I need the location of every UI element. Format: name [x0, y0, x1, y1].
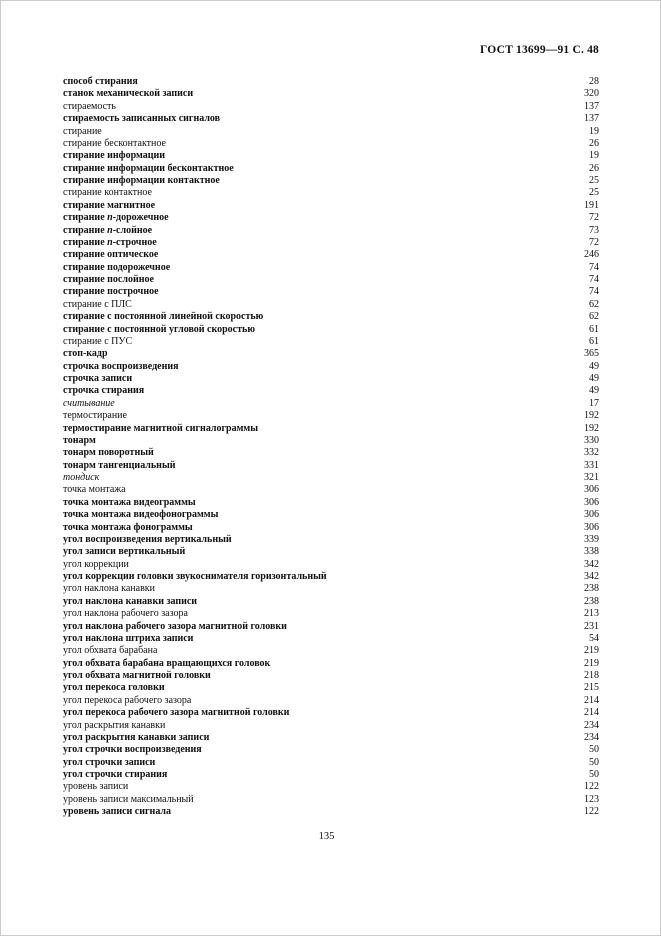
- index-row: [63, 225, 599, 237]
- index-row: [63, 398, 599, 410]
- index-row: [63, 497, 599, 509]
- index-row: [63, 286, 599, 298]
- index-page-number: 330: [584, 434, 599, 446]
- index-page-number: 25: [589, 187, 599, 199]
- index-row: [63, 88, 599, 100]
- standard-reference: ГОСТ 13699—91 С. 48: [480, 44, 599, 56]
- index-term: [63, 484, 126, 496]
- term-segment: угол перекоса рабочего зазора: [63, 694, 192, 706]
- index-page-number: 61: [589, 323, 599, 335]
- index-page-number: 238: [584, 583, 599, 595]
- index-term: [63, 509, 218, 521]
- index-term: [63, 361, 179, 373]
- index-term: [63, 522, 193, 534]
- index-page-number: 74: [589, 274, 599, 285]
- index-row: [63, 670, 599, 682]
- term-segment: угол наклона рабочего зазора магнитной головки: [63, 620, 287, 632]
- index-page-number: 122: [584, 781, 599, 793]
- index-term: [63, 769, 167, 781]
- index-term: [63, 744, 202, 756]
- index-page-number: 231: [584, 620, 599, 632]
- term-segment: точка монтажа фонограммы: [63, 521, 193, 533]
- term-segment: стирание бесконтактное: [63, 137, 166, 149]
- index-row: [63, 324, 599, 336]
- index-row: [63, 658, 599, 670]
- index-page-number: 338: [584, 546, 599, 558]
- index-page-number: 122: [584, 806, 599, 818]
- index-page-number: 215: [584, 682, 599, 694]
- term-segment: стирание оптическое: [63, 249, 159, 261]
- index-page-number: 191: [584, 199, 599, 211]
- term-segment: стираемость записанных сигналов: [63, 113, 221, 125]
- term-segment: угол обхвата магнитной головки: [63, 670, 211, 681]
- index-page-number: 214: [584, 707, 599, 719]
- index-term: [63, 336, 132, 348]
- index-row: [63, 200, 599, 212]
- index-term: [63, 559, 129, 571]
- index-term: [63, 163, 234, 175]
- term-segment: угол воспроизведения вертикальный: [63, 533, 232, 545]
- index-term: [63, 781, 128, 793]
- term-segment: станок механической записи: [63, 88, 194, 100]
- index-page-number: 74: [589, 286, 599, 298]
- index-term: [63, 571, 327, 583]
- index-term: [63, 621, 287, 633]
- index-row: [63, 608, 599, 620]
- index-row: [63, 175, 599, 187]
- index-row: [63, 150, 599, 162]
- term-segment: угол раскрытия канавки: [63, 719, 166, 731]
- index-page-number: 342: [584, 571, 599, 582]
- index-row: [63, 781, 599, 793]
- index-page-number: 137: [584, 113, 599, 125]
- index-row: [63, 348, 599, 360]
- index-row: [63, 571, 599, 583]
- index-row: [63, 509, 599, 521]
- index-page-number: 73: [589, 224, 599, 236]
- index-term: [63, 583, 155, 595]
- term-segment: стирание: [63, 212, 108, 224]
- index-row: [63, 336, 599, 348]
- term-segment: термостирание магнитной сигналограммы: [63, 422, 259, 434]
- term-segment: -строчное: [112, 236, 157, 248]
- index-page-number: 26: [589, 162, 599, 174]
- index-row: [63, 621, 599, 633]
- term-segment: стирание контактное: [63, 187, 152, 199]
- index-term: [63, 113, 220, 125]
- index-row: [63, 101, 599, 113]
- index-row: [63, 138, 599, 150]
- index-row: [63, 534, 599, 546]
- index-page-number: 28: [589, 76, 599, 87]
- index-page-number: 49: [589, 360, 599, 372]
- index-row: [63, 423, 599, 435]
- term-segment: стирание магнитное: [63, 199, 156, 211]
- index-term: [63, 187, 152, 199]
- index-row: [63, 583, 599, 595]
- index-page-number: 50: [589, 756, 599, 768]
- index-term: [63, 460, 176, 472]
- index-page-number: 365: [584, 348, 599, 360]
- term-segment: стирание информации: [63, 150, 166, 162]
- index-row: [63, 76, 599, 88]
- term-segment: уровень записи: [63, 781, 129, 793]
- term-segment: считывание: [63, 397, 115, 409]
- index-page-number: 62: [589, 311, 599, 323]
- index-row: [63, 126, 599, 138]
- index-term: [63, 76, 138, 88]
- index-row: [63, 794, 599, 806]
- index-row: [63, 373, 599, 385]
- index-row: [63, 262, 599, 274]
- index-page-number: 331: [584, 459, 599, 471]
- index-term: [63, 274, 154, 286]
- index-page-number: 234: [584, 731, 599, 743]
- index-page-number: 25: [589, 175, 599, 186]
- term-segment: термостирание: [63, 410, 127, 422]
- index-row: [63, 299, 599, 311]
- term-segment: точка монтажа видеограммы: [63, 496, 196, 508]
- term-segment: угол наклона штриха записи: [63, 632, 194, 644]
- index-page-number: 62: [589, 298, 599, 310]
- index-term: [63, 324, 255, 336]
- index-page-number: 342: [584, 558, 599, 570]
- index-page-number: 339: [584, 533, 599, 545]
- index-term: [63, 385, 144, 397]
- index-term: [63, 398, 115, 410]
- term-segment: угол строчки стирания: [63, 769, 168, 780]
- index-row: [63, 596, 599, 608]
- index-page-number: 74: [589, 261, 599, 273]
- index-term: [63, 534, 232, 546]
- index-row: [63, 361, 599, 373]
- term-segment: уровень записи сигнала: [63, 806, 172, 818]
- index-row: [63, 695, 599, 707]
- index-page-number: 219: [584, 645, 599, 657]
- index-page-number: 214: [584, 694, 599, 706]
- index-row: [63, 274, 599, 286]
- index-row: [63, 311, 599, 323]
- term-segment: тонарм поворотный: [63, 447, 154, 459]
- index-page-number: 26: [589, 137, 599, 149]
- index-row: [63, 472, 599, 484]
- index-row: [63, 744, 599, 756]
- index-term: [63, 348, 108, 360]
- index-row: [63, 559, 599, 571]
- index-page-number: 306: [584, 521, 599, 533]
- term-segment: стирание построчное: [63, 286, 159, 298]
- index-term: [63, 225, 152, 237]
- page-number: 135: [318, 831, 335, 842]
- index-row: [63, 769, 599, 781]
- term-segment: стирание с постоянной угловой скоростью: [63, 323, 255, 335]
- index-row: [63, 163, 599, 175]
- index-page-number: 320: [584, 88, 599, 100]
- index-page-number: 19: [589, 125, 599, 137]
- index-row: [63, 682, 599, 694]
- term-segment: угол перекоса головки: [63, 682, 165, 694]
- index-row: [63, 435, 599, 447]
- term-segment: угол раскрытия канавки записи: [63, 731, 210, 743]
- index-term: [63, 707, 289, 719]
- index-page-number: 61: [589, 335, 599, 347]
- term-segment: угол наклона канавки: [63, 583, 156, 595]
- index-page-number: 321: [584, 472, 599, 483]
- term-segment: угол обхвата барабана вращающихся головок: [63, 657, 271, 669]
- index-page-number: 213: [584, 608, 599, 620]
- index-term: [63, 200, 155, 212]
- term-segment: тондиск: [63, 472, 100, 483]
- term-segment: стирание подорожечное: [63, 261, 171, 273]
- index-row: [63, 385, 599, 397]
- term-segment: точка монтажа: [63, 484, 126, 496]
- term-segment: стоп-кадр: [63, 348, 108, 360]
- term-segment: стирание: [63, 236, 108, 248]
- index-term: [63, 138, 166, 150]
- index-term: [63, 596, 197, 608]
- page-footer: [1, 831, 652, 842]
- term-segment: способ стирания: [63, 76, 138, 87]
- index-term: [63, 311, 263, 323]
- term-segment: -дорожечное: [112, 212, 169, 224]
- index-term: [63, 212, 169, 224]
- term-segment: стирание с постоянной линейной скоростью: [63, 311, 264, 323]
- index-term: [63, 126, 102, 138]
- term-segment: угол коррекции головки звукоснимателя горизонтальный: [63, 571, 327, 582]
- index-term: [63, 670, 211, 682]
- index-row: [63, 410, 599, 422]
- term-segment: n: [107, 212, 113, 224]
- term-segment: уровень записи максимальный: [63, 793, 194, 805]
- index-term: [63, 472, 99, 484]
- term-segment: строчка записи: [63, 373, 133, 384]
- index-term: [63, 806, 171, 818]
- index-row: [63, 645, 599, 657]
- index-page-number: 72: [589, 236, 599, 248]
- index-term: [63, 286, 159, 298]
- index-term: [63, 150, 165, 162]
- term-segment: угол строчки воспроизведения: [63, 744, 202, 756]
- term-segment: угол перекоса рабочего зазора магнитной головки: [63, 707, 290, 719]
- term-segment: n: [107, 224, 113, 236]
- index-term: [63, 447, 154, 459]
- index-page-number: 332: [584, 447, 599, 459]
- index-row: [63, 732, 599, 744]
- index-page-number: 72: [589, 212, 599, 224]
- term-segment: n: [107, 236, 113, 248]
- index-row: [63, 522, 599, 534]
- index-term: [63, 757, 155, 769]
- index-row: [63, 237, 599, 249]
- term-segment: строчка воспроизведения: [63, 360, 179, 372]
- index-page-number: 50: [589, 769, 599, 780]
- index-term: [63, 262, 170, 274]
- index-row: [63, 212, 599, 224]
- term-segment: тонарм: [63, 434, 96, 446]
- index-term: [63, 101, 116, 113]
- index-term: [63, 645, 157, 657]
- index-page-number: 306: [584, 484, 599, 496]
- index-page-number: 192: [584, 410, 599, 422]
- index-row: [63, 633, 599, 645]
- index-term: [63, 373, 132, 385]
- term-segment: угол коррекции: [63, 558, 129, 570]
- index-term: [63, 237, 157, 249]
- index-page-number: 19: [589, 150, 599, 162]
- index-page-number: 50: [589, 744, 599, 756]
- term-segment: -слойное: [112, 224, 153, 236]
- term-segment: угол наклона рабочего зазора: [63, 608, 188, 620]
- index-row: [63, 806, 599, 818]
- index-page-number: 306: [584, 496, 599, 508]
- index-term: [63, 88, 193, 100]
- index-page-number: 234: [584, 719, 599, 731]
- index-page-number: 49: [589, 385, 599, 397]
- term-segment: угол строчки записи: [63, 756, 156, 768]
- index-row: [63, 484, 599, 496]
- index-term: [63, 175, 220, 187]
- term-segment: стирание с ПУС: [63, 335, 133, 347]
- index-term: [63, 682, 165, 694]
- index-term: [63, 794, 194, 806]
- index-row: [63, 546, 599, 558]
- index-row: [63, 707, 599, 719]
- index-page-number: 246: [584, 249, 599, 261]
- index-page-number: 54: [589, 632, 599, 644]
- index-term: [63, 435, 96, 447]
- index-page-number: 49: [589, 373, 599, 384]
- index-term: [63, 410, 127, 422]
- index-term: [63, 633, 193, 645]
- index-page-number: 123: [584, 793, 599, 805]
- term-segment: стирание информации контактное: [63, 175, 220, 186]
- index-row: [63, 460, 599, 472]
- index-row: [63, 249, 599, 261]
- index-term: [63, 658, 270, 670]
- index-page-number: 137: [584, 100, 599, 112]
- index-page-number: 17: [589, 397, 599, 409]
- term-segment: тонарм тангенциальный: [63, 459, 176, 471]
- term-segment: стираемость: [63, 100, 116, 112]
- index-term: [63, 608, 188, 620]
- index-term: [63, 546, 185, 558]
- index-term: [63, 720, 165, 732]
- index-list: [63, 76, 599, 819]
- index-row: [63, 187, 599, 199]
- index-term: [63, 695, 191, 707]
- index-term: [63, 732, 209, 744]
- term-segment: стирание: [63, 125, 102, 137]
- index-row: [63, 720, 599, 732]
- index-page-number: 219: [584, 657, 599, 669]
- term-segment: стирание с ПЛС: [63, 298, 132, 310]
- index-row: [63, 447, 599, 459]
- term-segment: стирание: [63, 224, 108, 236]
- index-page-number: 218: [584, 670, 599, 681]
- index-term: [63, 299, 132, 311]
- index-term: [63, 423, 258, 435]
- index-row: [63, 113, 599, 125]
- index-term: [63, 249, 158, 261]
- index-row: [63, 757, 599, 769]
- index-page-number: 238: [584, 595, 599, 607]
- index-term: [63, 497, 196, 509]
- term-segment: угол обхвата барабана: [63, 645, 158, 657]
- term-segment: угол записи вертикальный: [63, 546, 186, 558]
- term-segment: строчка стирания: [63, 385, 145, 397]
- term-segment: стирание послойное: [63, 274, 154, 285]
- term-segment: стирание информации бесконтактное: [63, 162, 234, 174]
- page-header: [480, 44, 599, 56]
- index-page-number: 306: [584, 509, 599, 521]
- term-segment: угол наклона канавки записи: [63, 595, 198, 607]
- index-page-number: 192: [584, 422, 599, 434]
- term-segment: точка монтажа видеофонограммы: [63, 509, 219, 521]
